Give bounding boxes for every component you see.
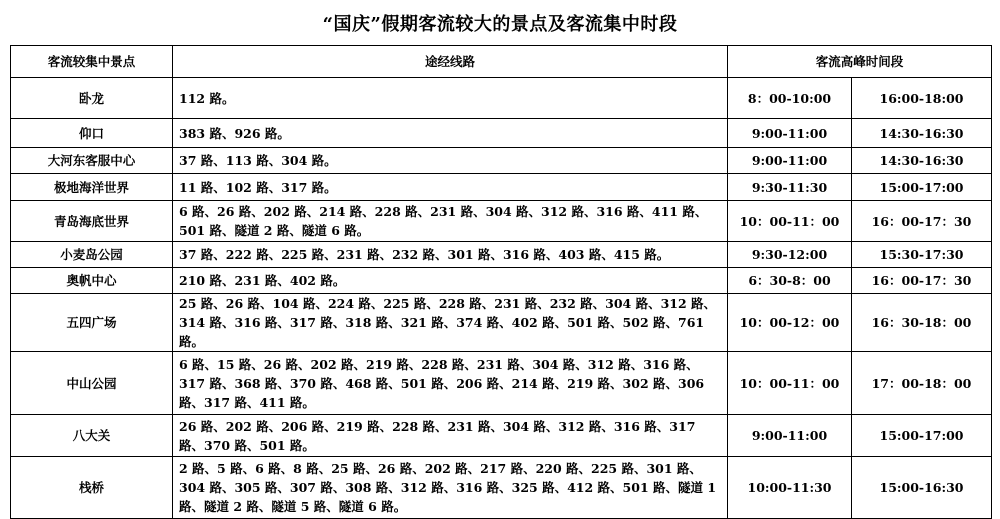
peak-time-morning: 9:00-11:00	[728, 415, 852, 457]
peak-time-morning: 10：00-12：00	[728, 294, 852, 352]
table-row	[11, 457, 992, 519]
route-list: 383 路、926 路。	[173, 119, 728, 148]
route-list: 25 路、26 路、104 路、224 路、225 路、228 路、231 路、232 路、304 路、312 路、314 路、316 路、317 路、318 路、321 路、374 路、402 路、501 路、502 路、761 路。	[173, 294, 728, 352]
header-peak-time: 客流高峰时间段	[728, 46, 992, 78]
table-row	[11, 352, 992, 415]
spot-name: 奥帆中心	[11, 268, 173, 294]
table-row	[11, 242, 992, 268]
route-list: 6 路、15 路、26 路、202 路、219 路、228 路、231 路、304 路、312 路、316 路、317 路、368 路、370 路、468 路、501 路、206 路、214 路、219 路、302 路、306 路、317 路、411 路。	[173, 352, 728, 415]
peak-time-afternoon: 15:00-17:00	[852, 174, 992, 201]
table-row	[11, 201, 992, 242]
peak-time-afternoon: 15:00-16:30	[852, 457, 992, 519]
route-list: 37 路、222 路、225 路、231 路、232 路、301 路、316 路、403 路、415 路。	[173, 242, 728, 268]
spot-name: 八大关	[11, 415, 173, 457]
route-list: 210 路、231 路、402 路。	[173, 268, 728, 294]
spot-name: 青岛海底世界	[11, 201, 173, 242]
header-routes: 途经线路	[173, 46, 728, 78]
table-row	[11, 294, 992, 352]
peak-time-afternoon: 15:30-17:30	[852, 242, 992, 268]
spot-name: 大河东客服中心	[11, 148, 173, 174]
route-list: 6 路、26 路、202 路、214 路、228 路、231 路、304 路、312 路、316 路、411 路、501 路、隧道 2 路、隧道 6 路。	[173, 201, 728, 242]
peak-time-afternoon: 17：00-18：00	[852, 352, 992, 415]
peak-time-morning: 6：30-8：00	[728, 268, 852, 294]
route-list: 37 路、113 路、304 路。	[173, 148, 728, 174]
peak-time-afternoon: 15:00-17:00	[852, 415, 992, 457]
peak-time-morning: 9:00-11:00	[728, 119, 852, 148]
table-row	[11, 78, 992, 119]
peak-time-afternoon: 16：30-18：00	[852, 294, 992, 352]
table-row	[11, 148, 992, 174]
peak-time-morning: 8：00-10:00	[728, 78, 852, 119]
peak-time-morning: 10：00-11：00	[728, 352, 852, 415]
peak-time-morning: 10:00-11:30	[728, 457, 852, 519]
header-row	[11, 46, 992, 78]
peak-time-morning: 9:00-11:00	[728, 148, 852, 174]
scenic-spot-table	[10, 45, 992, 519]
spot-name: 仰口	[11, 119, 173, 148]
spot-name: 中山公园	[11, 352, 173, 415]
peak-time-afternoon: 14:30-16:30	[852, 119, 992, 148]
route-list: 2 路、5 路、6 路、8 路、25 路、26 路、202 路、217 路、220 路、225 路、301 路、304 路、305 路、307 路、308 路、312 路、316 路、325 路、412 路、501 路、隧道 1 路、隧道 2 路、隧道 5 路、隧道 6 路。	[173, 457, 728, 519]
peak-time-afternoon: 16:00-18:00	[852, 78, 992, 119]
peak-time-afternoon: 16：00-17：30	[852, 268, 992, 294]
route-list: 11 路、102 路、317 路。	[173, 174, 728, 201]
peak-time-morning: 9:30-11:30	[728, 174, 852, 201]
table-row	[11, 174, 992, 201]
spot-name: 卧龙	[11, 78, 173, 119]
peak-time-afternoon: 14:30-16:30	[852, 148, 992, 174]
spot-name: 小麦岛公园	[11, 242, 173, 268]
spot-name: 栈桥	[11, 457, 173, 519]
spot-name: 极地海洋世界	[11, 174, 173, 201]
table-row	[11, 119, 992, 148]
peak-time-morning: 10：00-11：00	[728, 201, 852, 242]
table-row	[11, 268, 992, 294]
table-row	[11, 415, 992, 457]
page-title: “国庆”假期客流较大的景点及客流集中时段	[322, 14, 678, 35]
peak-time-morning: 9:30-12:00	[728, 242, 852, 268]
peak-time-afternoon: 16：00-17：30	[852, 201, 992, 242]
spot-name: 五四广场	[11, 294, 173, 352]
route-list: 26 路、202 路、206 路、219 路、228 路、231 路、304 路、312 路、316 路、317 路、370 路、501 路。	[173, 415, 728, 457]
route-list: 112 路。	[173, 78, 728, 119]
header-spot: 客流较集中景点	[11, 46, 173, 78]
